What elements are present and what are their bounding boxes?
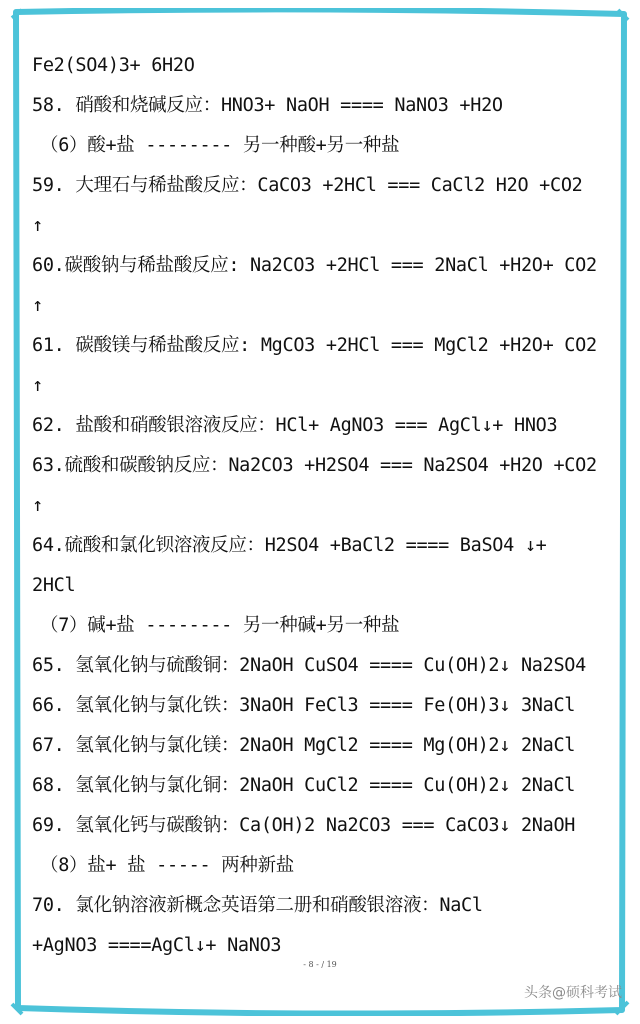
section-heading: （8）盐+ 盐 ----- 两种新盐 (40, 855, 294, 876)
text-line: 59. 大理石与稀盐酸反应：CaCO3 +2HCl === CaCl2 H2O +CO2 (32, 175, 583, 196)
text-line: 60.碳酸钠与稀盐酸反应: Na2CO3 +2HCl === 2NaCl +H2O+ CO2 (32, 255, 597, 276)
text-line: 63.硫酸和碳酸钠反应：Na2CO3 +H2SO4 === Na2SO4 +H2O +CO2 (32, 455, 597, 476)
text-line: ↑ (32, 215, 43, 236)
text-line: 58. 硝酸和烧碱反应：HNO3+ NaOH ==== NaNO3 +H2O (32, 95, 503, 116)
text-line: Fe2(SO4)3+ 6H2O (32, 55, 195, 76)
text-line: 62. 盐酸和硝酸银溶液反应：HCl+ AgNO3 === AgCl↓+ HNO3 (32, 415, 558, 436)
section-heading: （7）碱+盐 -------- 另一种碱+另一种盐 (40, 615, 400, 636)
text-line: 66. 氢氧化钠与氯化铁：3NaOH FeCl3 ==== Fe(OH)3↓ 3NaCl (32, 695, 576, 716)
text-line: 64.硫酸和氯化钡溶液反应：H2SO4 +BaCl2 ==== BaSO4 ↓+ (32, 535, 547, 556)
document-body (32, 46, 617, 966)
watermark: 头条@硕科考试 (524, 985, 622, 1001)
text-line: ↑ (32, 375, 43, 396)
section-heading: （6）酸+盐 -------- 另一种酸+另一种盐 (40, 135, 400, 156)
text-line: 68. 氢氧化钠与氯化铜：2NaOH CuCl2 ==== Cu(OH)2↓ 2NaCl (32, 775, 576, 796)
text-line: 2HCl (32, 575, 76, 596)
page-number: - 8 - / 19 (303, 960, 337, 969)
text-line: +AgNO3 ====AgCl↓+ NaNO3 (32, 935, 282, 956)
text-line: 69. 氢氧化钙与碳酸钠：Ca(OH)2 Na2CO3 === CaCO3↓ 2NaOH (32, 815, 576, 836)
text-line: 70. 氯化钠溶液新概念英语第二册和硝酸银溶液：NaCl (32, 895, 483, 916)
text-line: 61. 碳酸镁与稀盐酸反应: MgCO3 +2HCl === MgCl2 +H2O+ CO2 (32, 335, 597, 356)
text-line: ↑ (32, 495, 43, 516)
text-line: 67. 氢氧化钠与氯化镁：2NaOH MgCl2 ==== Mg(OH)2↓ 2NaCl (32, 735, 576, 756)
text-line: ↑ (32, 295, 43, 316)
text-line: 65. 氢氧化钠与硫酸铜：2NaOH CuSO4 ==== Cu(OH)2↓ Na2SO4 (32, 655, 586, 676)
